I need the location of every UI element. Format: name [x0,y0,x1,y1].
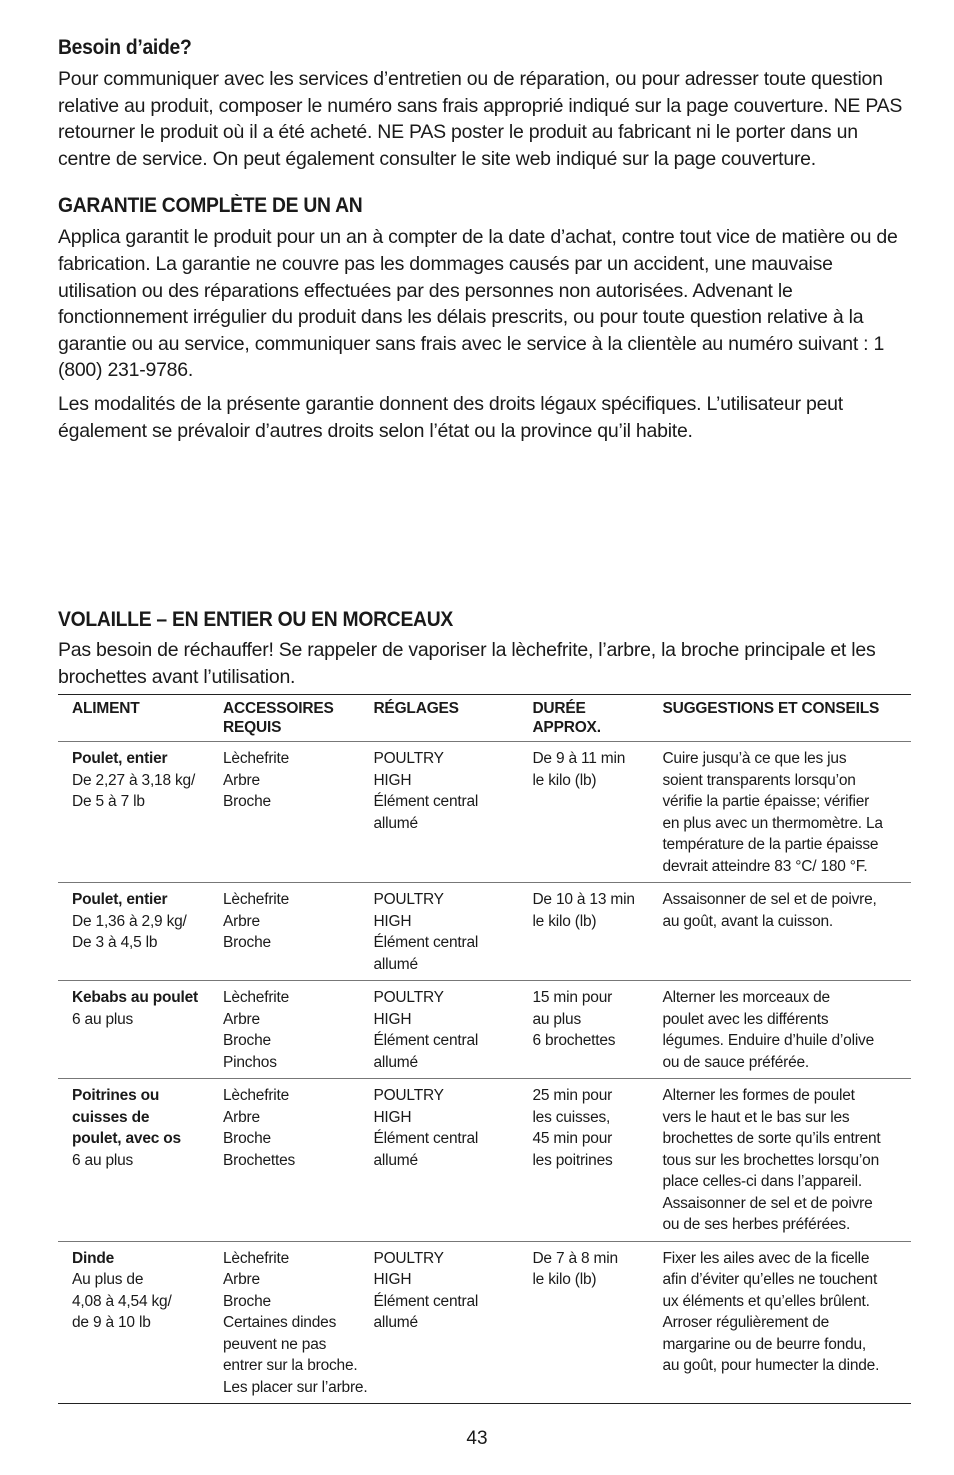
cell-food [58,981,223,1079]
food-name: Poulet, entier [72,891,168,909]
accessories-line: Broche [223,934,271,952]
time-line: 45 min pour [532,1130,613,1148]
food-line: 4,08 à 4,54 kg/ [72,1292,172,1310]
accessories-line: Brochettes [223,1151,296,1169]
cell-time [532,883,662,981]
tips-line: ou de sauce préférée. [662,1053,810,1071]
accessories-line: Lèchefrite [223,1087,290,1105]
food-name: poulet, avec os [72,1130,181,1148]
cell-settings [373,1079,532,1242]
time-line: 25 min pour [532,1087,613,1105]
settings-line: allumé [373,1053,418,1071]
tips-line: en plus avec un thermomètre. La [662,814,883,832]
food-line: De 1,36 à 2,9 kg/ [72,912,187,930]
settings-line: Élément central [373,1130,479,1148]
accessories-line: Arbre [223,771,260,789]
food-line: 6 au plus [72,1151,134,1169]
accessories-line: Arbre [223,1271,260,1289]
header-time: DURÉE APPROX. [532,695,662,742]
time-line: De 7 à 8 min [532,1249,618,1267]
settings-line: HIGH [373,912,412,930]
tips-line: poulet avec les différents [662,1010,829,1028]
cell-settings [373,981,532,1079]
cell-tips [662,1079,911,1242]
tips-line: Assaisonner de sel et de poivre [662,1194,873,1212]
settings-line: POULTRY [373,1249,444,1267]
accessories-line: Broche [223,1292,271,1310]
cell-food [58,1079,223,1242]
time-line: De 9 à 11 min [532,750,626,768]
header-food: ALIMENT [58,695,223,742]
cell-settings [373,883,532,981]
tips-line: afin d’éviter qu’elles ne touchent [662,1271,878,1289]
settings-line: Élément central [373,1032,479,1050]
header-accessories: ACCESSOIRES REQUIS [223,695,373,742]
time-line: le kilo (lb) [532,1271,597,1289]
tips-line: au goût, avant la cuisson. [662,912,834,930]
time-line: le kilo (lb) [532,771,597,789]
cell-food [58,1241,223,1404]
help-body: Pour communiquer avec les services d’entretien ou de réparation, ou pour adresser toute question relative au produit, composer le numéro sans frais approprié indiqué sur la page couverture. NE PAS retourner le produit où il a été acheté. NE PAS poster le produit au fabricant ni le porter dans un centre de service. On peut également consulter le site web indiqué sur la page couverture. [58,68,903,170]
settings-line: POULTRY [373,750,444,768]
settings-line: allumé [373,1151,418,1169]
cell-settings [373,742,532,883]
poultry-intro: Pas besoin de réchauffer! Se rappeler de vaporiser la lèchefrite, l’arbre, la broche principale et les brochettes avant l’utilisation. [58,639,876,688]
tips-line: Arroser régulièrement de [662,1314,830,1332]
settings-line: allumé [373,1314,418,1332]
tips-line: devrait atteindre 83 °C/ 180 °F. [662,857,868,875]
poultry-title: VOLAILLE – EN ENTIER OU EN MORCEAUX [58,608,454,631]
tips-line: vers le haut et le bas sur les [662,1108,850,1126]
food-name: Dinde [72,1249,115,1267]
tips-line: température de la partie épaisse [662,836,879,854]
time-line: les cuisses, [532,1108,611,1126]
cooking-table [58,694,911,1404]
settings-line: POULTRY [373,1087,444,1105]
food-line: De 2,27 à 3,18 kg/ [72,771,196,789]
help-section [58,36,911,172]
cell-accessories [223,883,373,981]
warranty-paragraph-2: Les modalités de la présente garantie donnent des droits légaux spécifiques. L’utilisateur peut également se prévaloir d’autres droits selon l’état ou la province qu’il habite. [58,392,843,442]
food-line: De 3 à 4,5 lb [72,934,158,952]
cell-tips [662,742,911,883]
tips-line: tous sur les brochettes lorsqu’on [662,1151,879,1169]
accessories-line: Les placer sur l’arbre. [223,1378,368,1396]
table-row [58,981,911,1079]
accessories-line: Broche [223,1032,271,1050]
time-line: 15 min pour [532,989,613,1007]
settings-line: Élément central [373,1292,479,1310]
accessories-line: Arbre [223,1108,260,1126]
page-content [58,36,911,1396]
time-line: De 10 à 13 min [532,891,635,909]
accessories-line: Lèchefrite [223,1249,290,1267]
accessories-line: Lèchefrite [223,989,290,1007]
cell-accessories [223,1079,373,1242]
settings-line: allumé [373,955,418,973]
accessories-line: Certaines dindes [223,1314,337,1332]
tips-line: ou de ses herbes préférées. [662,1216,851,1234]
table-row [58,742,911,883]
tips-line: place celles-ci dans l’appareil. [662,1173,862,1191]
warranty-section [58,194,911,444]
tips-line: margarine ou de beurre fondu, [662,1335,867,1353]
table-row [58,883,911,981]
cell-time [532,1079,662,1242]
settings-line: HIGH [373,1010,412,1028]
help-title: Besoin d’aide? [58,36,192,59]
tips-line: Cuire jusqu’à ce que les jus [662,750,847,768]
time-line: le kilo (lb) [532,912,597,930]
cell-accessories [223,742,373,883]
food-name: Poitrines ou [72,1087,160,1105]
header-tips: SUGGESTIONS ET CONSEILS [662,695,911,742]
food-line: Au plus de [72,1271,144,1289]
cell-tips [662,981,911,1079]
accessories-line: peuvent ne pas [223,1335,327,1353]
cell-accessories [223,981,373,1079]
table-header-row [58,695,911,742]
food-name: Poulet, entier [72,750,168,768]
accessories-line: Lèchefrite [223,891,290,909]
time-line: au plus [532,1010,582,1028]
warranty-paragraph-1: Applica garantit le produit pour un an à compter de la date d’achat, contre tout vice de matière ou de fabrication. La garantie ne couvre pas les dommages causés par un accident, une mauvaise utilisation ou des réparations effectuées par des personnes non autorisées. Advenant le fonctionnement irrégulier du produit dans les délais prescrits, ou pour toute question relative à la garantie ou au service, communiquer sans frais avec le service à la clientèle au numéro suivant : 1 (800) 231-9786. [58,226,898,382]
tips-line: Alterner les morceaux de [662,989,830,1007]
tips-line: ux éléments et qu’elles brûlent. [662,1292,870,1310]
tips-line: Alterner les formes de poulet [662,1087,855,1105]
food-line: de 9 à 10 lb [72,1314,151,1332]
warranty-title: GARANTIE COMPLÈTE DE UN AN [58,194,363,218]
settings-line: POULTRY [373,989,444,1007]
settings-line: Élément central [373,934,479,952]
cell-food [58,742,223,883]
food-line: 6 au plus [72,1010,134,1028]
tips-line: au goût, pour humecter la dinde. [662,1357,880,1375]
accessories-line: Broche [223,1130,271,1148]
settings-line: allumé [373,814,418,832]
cell-time [532,1241,662,1404]
settings-line: HIGH [373,1271,412,1289]
header-settings: RÉGLAGES [373,695,532,742]
cell-time [532,981,662,1079]
cell-settings [373,1241,532,1404]
food-name: cuisses de [72,1108,150,1126]
accessories-line: Arbre [223,1010,260,1028]
settings-line: POULTRY [373,891,444,909]
tips-line: Fixer les ailes avec de la ficelle [662,1249,870,1267]
time-line: les poitrines [532,1151,613,1169]
tips-line: vérifie la partie épaisse; vérifier [662,793,870,811]
settings-line: Élément central [373,793,479,811]
time-line: 6 brochettes [532,1032,616,1050]
food-name: Kebabs au poulet [72,989,198,1007]
cell-food [58,883,223,981]
page-number: 43 [466,1428,488,1449]
settings-line: HIGH [373,1108,412,1126]
food-line: De 5 à 7 lb [72,793,145,811]
poultry-section [58,608,911,1404]
cell-accessories [223,1241,373,1404]
tips-line: légumes. Enduire d’huile d’olive [662,1032,875,1050]
cell-time [532,742,662,883]
table-row [58,1241,911,1404]
settings-line: HIGH [373,771,412,789]
accessories-line: Lèchefrite [223,750,290,768]
accessories-line: Pinchos [223,1053,277,1071]
tips-line: soient transparents lorsqu’on [662,771,856,789]
accessories-line: Broche [223,793,271,811]
cell-tips [662,1241,911,1404]
table-body [58,742,911,1404]
table-row [58,1079,911,1242]
accessories-line: Arbre [223,912,260,930]
tips-line: brochettes de sorte qu’ils entrent [662,1130,881,1148]
cell-tips [662,883,911,981]
accessories-line: entrer sur la broche. [223,1357,358,1375]
tips-line: Assaisonner de sel et de poivre, [662,891,877,909]
